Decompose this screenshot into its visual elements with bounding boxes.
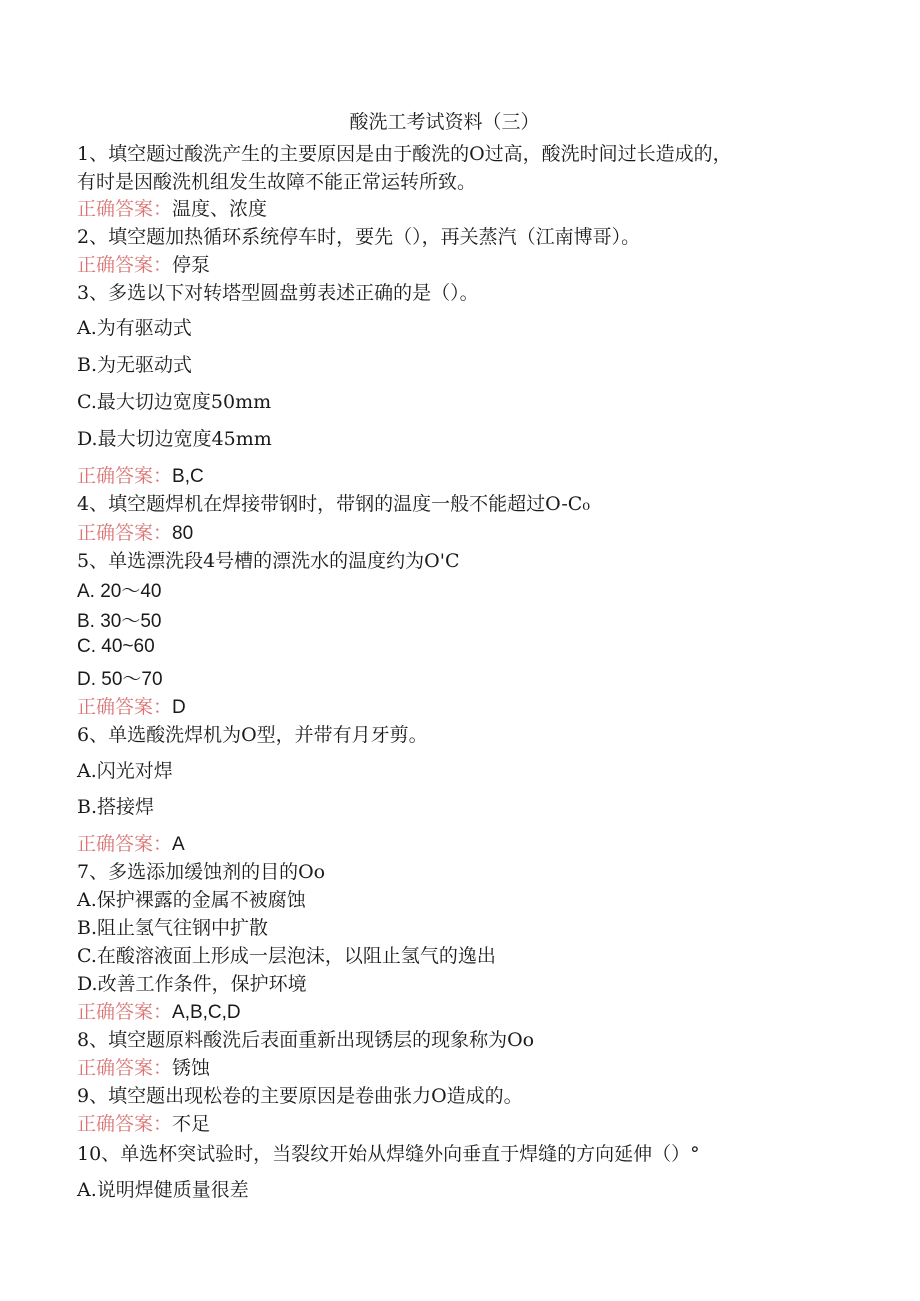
answer-value: A,B,C,D [172,1002,241,1023]
answer-line [77,997,241,1024]
answer-value: 不足 [172,1113,211,1135]
answer-label: 正确答案： [77,465,173,487]
option-line: C.在酸溶液面上形成一层泡沫，以阻止氢气的逸出 [77,945,496,967]
answer-line [77,250,210,277]
option-line: A.保护裸露的金属不被腐蚀 [77,889,306,911]
option-line: A.为有驱动式 [77,317,192,339]
answer-line [77,194,267,221]
answer-value: D [172,697,186,718]
option-line: B. 30～50 [77,611,162,632]
option-line: C.最大切边宽度50mm [77,391,272,413]
option-line: D.改善工作条件，保护环境 [77,973,307,995]
option-line: A. 20～40 [77,581,162,602]
option-line: A.说明焊健质量很差 [77,1179,249,1201]
question-line: 6、单选酸洗焊机为O型，并带有月牙剪。 [77,724,428,746]
answer-label: 正确答案： [77,1113,173,1135]
option-line: D.最大切边宽度45mm [77,428,272,450]
question-line: 2、填空题加热循环系统停车时，要先（），再关蒸汽（江南博哥）。 [77,226,641,248]
answer-value: 80 [172,523,194,544]
answer-label: 正确答案： [77,1001,173,1023]
option-line: B.阻止氢气往钢中扩散 [77,917,269,939]
option-line: B.为无驱动式 [77,354,193,376]
option-line: A.闪光对焊 [77,760,173,782]
answer-value: 温度、浓度 [172,198,268,220]
answer-line [77,518,193,545]
question-line: 8、填空题原料酸洗后表面重新出现锈层的现象称为Oo [77,1029,535,1051]
document-title: 酸洗工考试资料（三） [349,111,540,133]
question-line: 5、单选漂洗段4号槽的漂洗水的温度约为O'C [77,550,460,572]
question-line: 4、填空题焊机在焊接带钢时，带钢的温度一般不能超过O-C₀ [77,493,590,515]
answer-value: 停泵 [172,254,211,276]
answer-label: 正确答案： [77,696,173,718]
answer-value: 锈蚀 [172,1057,211,1079]
option-line: D. 50～70 [77,669,163,690]
question-line: 3、多选以下对转塔型圆盘剪表述正确的是（）。 [77,282,479,304]
question-line: 10、单选杯突试验时，当裂纹开始从焊缝外向垂直于焊缝的方向延伸（）° [77,1143,700,1165]
answer-line [77,1109,210,1136]
question-line: 7、多选添加缓蚀剂的目的Oo [77,861,326,883]
answer-label: 正确答案： [77,254,173,276]
answer-line [77,829,185,856]
answer-value: A [172,834,185,855]
option-line: C. 40~60 [77,636,155,657]
answer-value: B,C [172,466,204,487]
answer-line [77,1053,210,1080]
question-line: 1、填空题过酸洗产生的主要原因是由于酸洗的O过高，酸洗时间过长造成的， [77,143,732,165]
answer-line [77,692,186,719]
answer-label: 正确答案： [77,522,173,544]
answer-label: 正确答案： [77,833,173,855]
option-line: B.搭接焊 [77,796,155,818]
answer-label: 正确答案： [77,198,173,220]
question-line: 9、填空题出现松卷的主要原因是卷曲张力O造成的。 [77,1085,523,1107]
answer-label: 正确答案： [77,1057,173,1079]
answer-line [77,461,204,488]
question-line: 有时是因酸洗机组发生故障不能正常运转所致。 [77,171,477,193]
